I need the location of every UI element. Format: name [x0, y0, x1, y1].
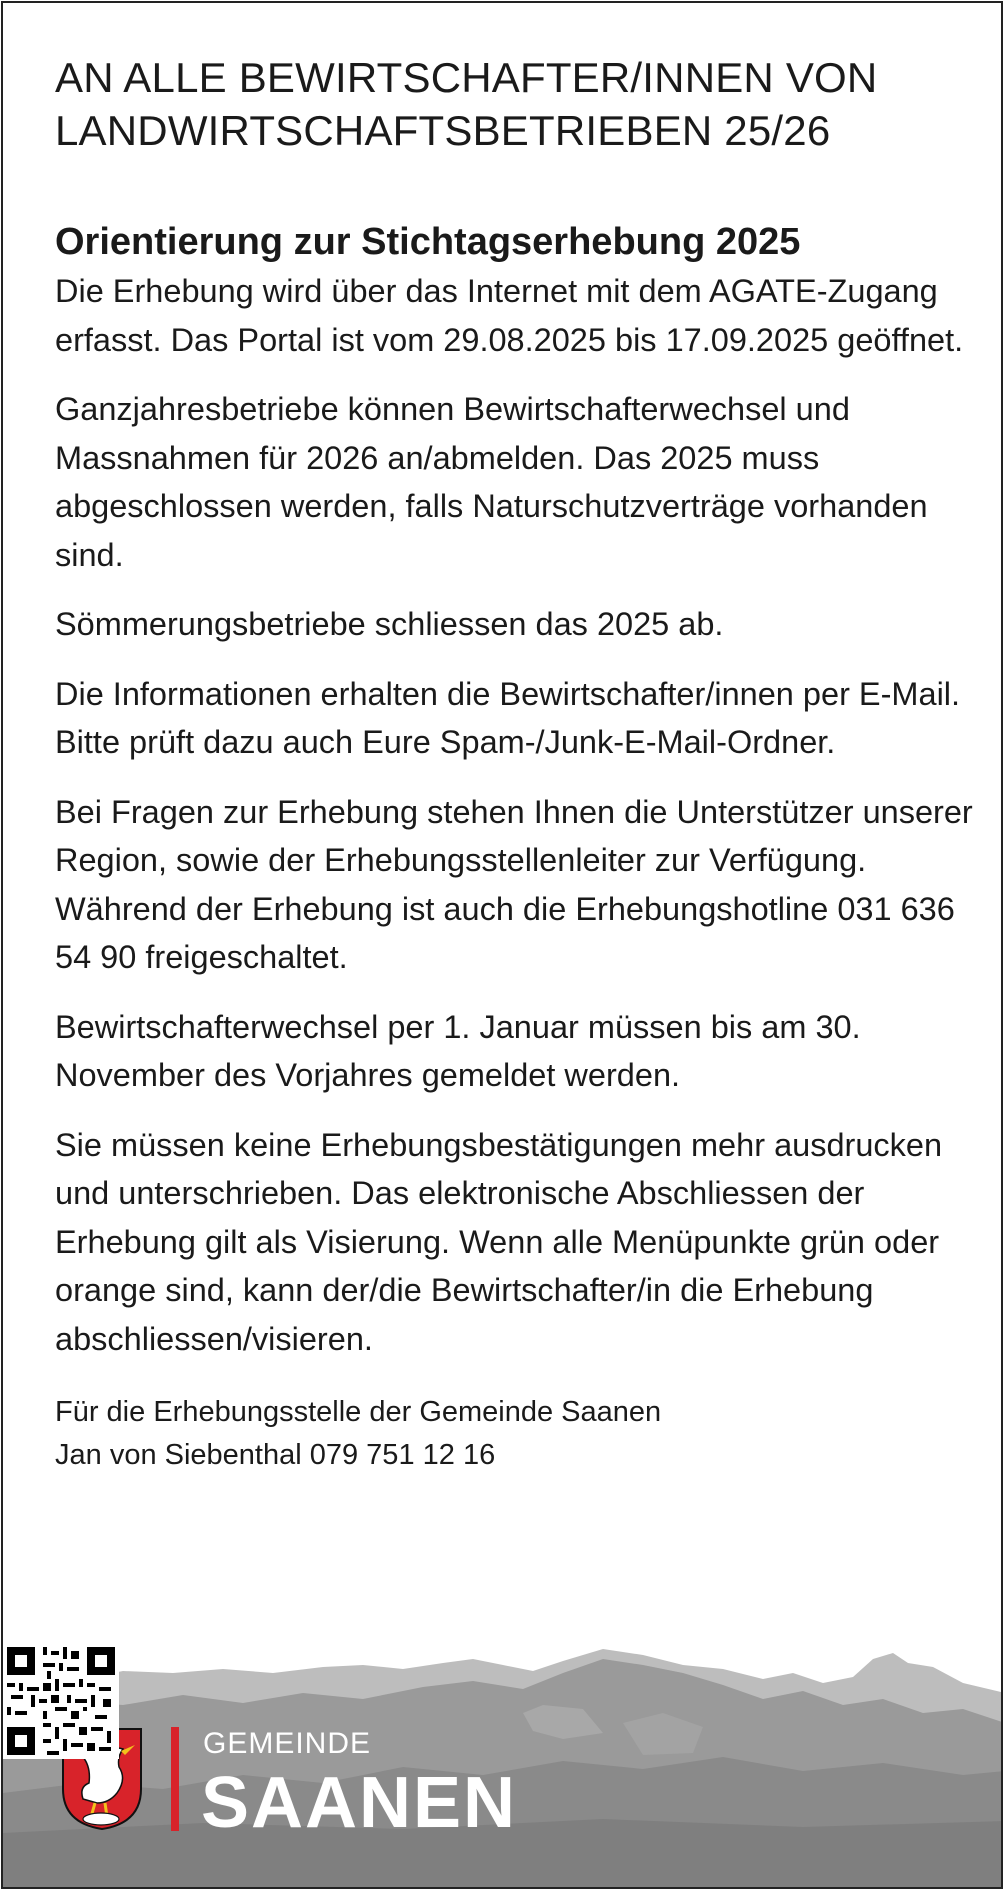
- paragraph-fragen: Bei Fragen zur Erhebung stehen Ihnen die Unterstützer unserer Region, sowie der Erhebungsstellenleiter zur Verfügung. Während der Erhebung ist auch die Erhebungshotline 031 636 54 90 freigeschaltet.: [55, 793, 973, 975]
- signature-line-1: Für die Erhebungsstelle der Gemeinde Saanen: [55, 1396, 662, 1428]
- headline-line-1: AN ALLE BEWIRTSCHAFTER/INNEN VON: [55, 54, 878, 101]
- subtitle: Orientierung zur Stichtagserhebung 2025: [55, 221, 801, 263]
- signature-line-2: Jan von Siebenthal 079 751 12 16: [55, 1439, 496, 1471]
- qr-code-icon[interactable]: [3, 1643, 119, 1759]
- footer-banner: [3, 1643, 1003, 1889]
- paragraph-wechsel: Bewirtschafterwechsel per 1. Januar müssen bis am 30. November des Vorjahres gemeldet werden.: [55, 1008, 861, 1093]
- headline: [55, 51, 975, 157]
- logo-red-divider: [171, 1727, 179, 1831]
- logo-saanen-text: SAANEN: [201, 1763, 518, 1843]
- paragraph-soemmerung: Sömmerungsbetriebe schliessen das 2025 ab.: [55, 606, 724, 642]
- signature: [55, 1391, 975, 1477]
- notice-content: [55, 51, 975, 1477]
- paragraph-visierung: Sie müssen keine Erhebungsbestätigungen mehr ausdrucken und unterschrieben. Das elektronische Abschliessen der Erhebung gilt als Visierung. Wenn alle Menüpunkte grün oder orange sind, kann der/die Bewirtschafter/in die Erhebung abschliessen/visieren.: [55, 1126, 943, 1357]
- logo-gemeinde-text: GEMEINDE: [203, 1727, 372, 1760]
- headline-line-2: LANDWIRTSCHAFTSBETRIEBEN 25/26: [55, 107, 831, 154]
- paragraph-email: Die Informationen erhalten die Bewirtschafter/innen per E-Mail. Bitte prüft dazu auch Eure Spam-/Junk-E-Mail-Ordner.: [55, 675, 961, 760]
- notice-frame: [1, 1, 1003, 1889]
- paragraph-portal: Die Erhebung wird über das Internet mit dem AGATE-Zugang erfasst. Das Portal ist vom 29.08.2025 bis 17.09.2025 geöffnet.: [55, 273, 964, 358]
- paragraph-ganzjahresbetriebe: Ganzjahresbetriebe können Bewirtschafterwechsel und Massnahmen für 2026 an/abmelden. Das 2025 muss abgeschlossen werden, falls Naturschutzverträge vorhanden sind.: [55, 391, 928, 573]
